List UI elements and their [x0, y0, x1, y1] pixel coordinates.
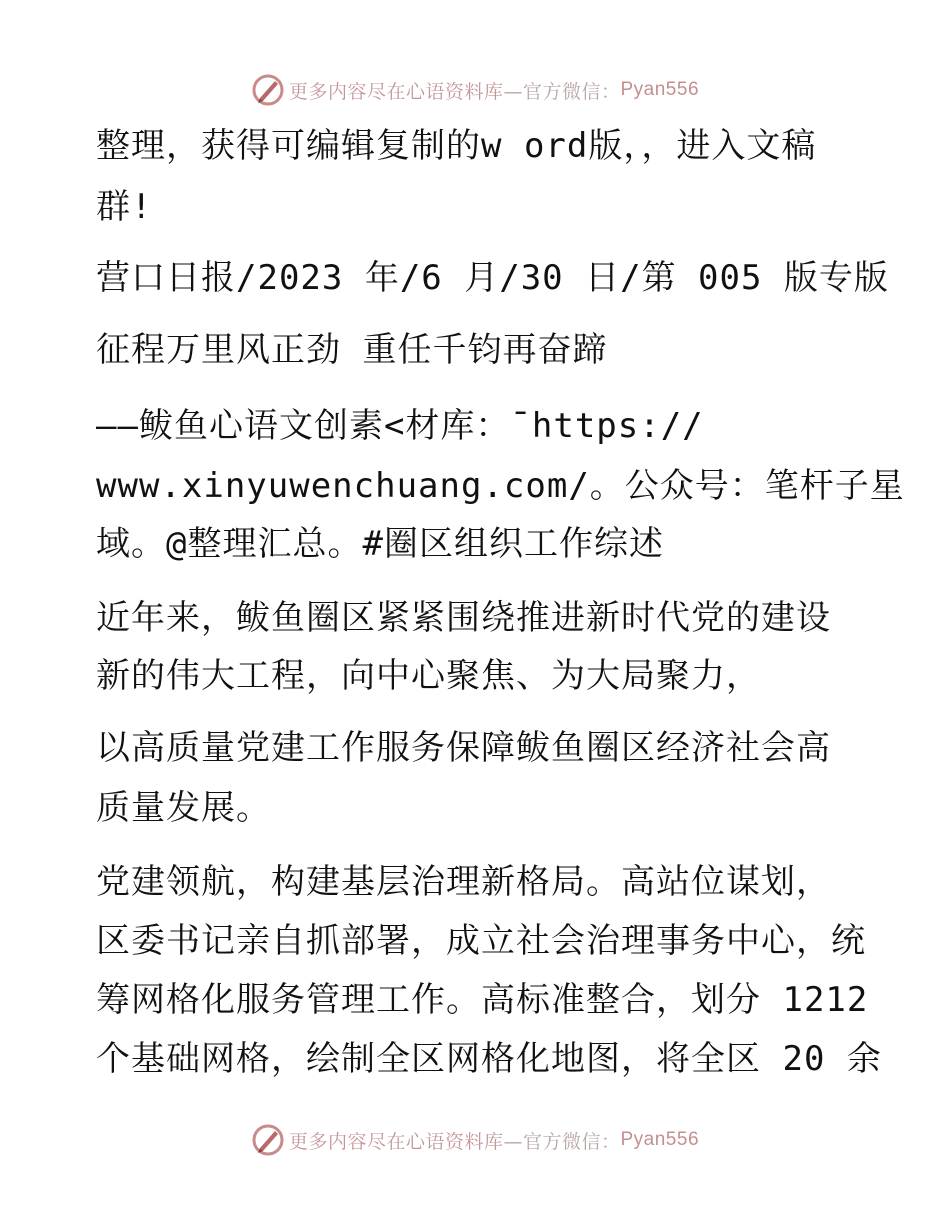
text-line: 整理，获得可编辑复制的w ord版，，进入文稿 — [96, 126, 817, 166]
watermark-title: 更多内容尽在心语资料库 — [288, 80, 504, 103]
watermark-wechat-id: Pyan556 — [620, 79, 700, 100]
text-line: 营口日报/2023 年/6 月/30 日/第 005 版专版 — [96, 258, 889, 298]
text-line: 域。@整理汇总。#圈区组织工作综述 — [96, 524, 664, 564]
text-line: 质量发展。 — [96, 788, 271, 828]
pen-seal-icon — [251, 73, 285, 107]
text-line: 近年来，鲅鱼圈区紧紧围绕推进新时代党的建设 — [96, 598, 831, 638]
text-line: 以高质量党建工作服务保障鲅鱼圈区经济社会高 — [96, 728, 831, 768]
text-line: 区委书记亲自抓部署，成立社会治理事务中心，统 — [96, 921, 866, 961]
pen-seal-icon — [251, 1123, 285, 1157]
text-line: 群! — [96, 187, 153, 227]
watermark-title: 更多内容尽在心语资料库 — [288, 1130, 504, 1153]
watermark-header — [0, 70, 950, 110]
watermark-dash: —官方微信： — [503, 80, 621, 103]
text-line: 征程万里风正劲 重任千钧再奋蹄 — [96, 330, 608, 370]
text-line: 新的伟大工程，向中心聚焦、为大局聚力， — [96, 656, 761, 696]
watermark-footer — [0, 1120, 950, 1160]
text-line: 党建领航，构建基层治理新格局。高站位谋划， — [96, 862, 831, 902]
watermark-dash: —官方微信： — [503, 1130, 621, 1153]
text-line: 筹网格化服务管理工作。高标准整合，划分 1212 — [96, 980, 869, 1020]
watermark-wechat-id: Pyan556 — [620, 1129, 700, 1150]
text-line: 个基础网格，绘制全区网格化地图，将全区 20 余 — [96, 1039, 882, 1079]
text-line: www.xinyuwenchuang.com/。公众号：笔杆子星 — [96, 466, 905, 506]
text-line: ——鲅鱼心语文创素<材库：¯https:// — [96, 406, 704, 446]
